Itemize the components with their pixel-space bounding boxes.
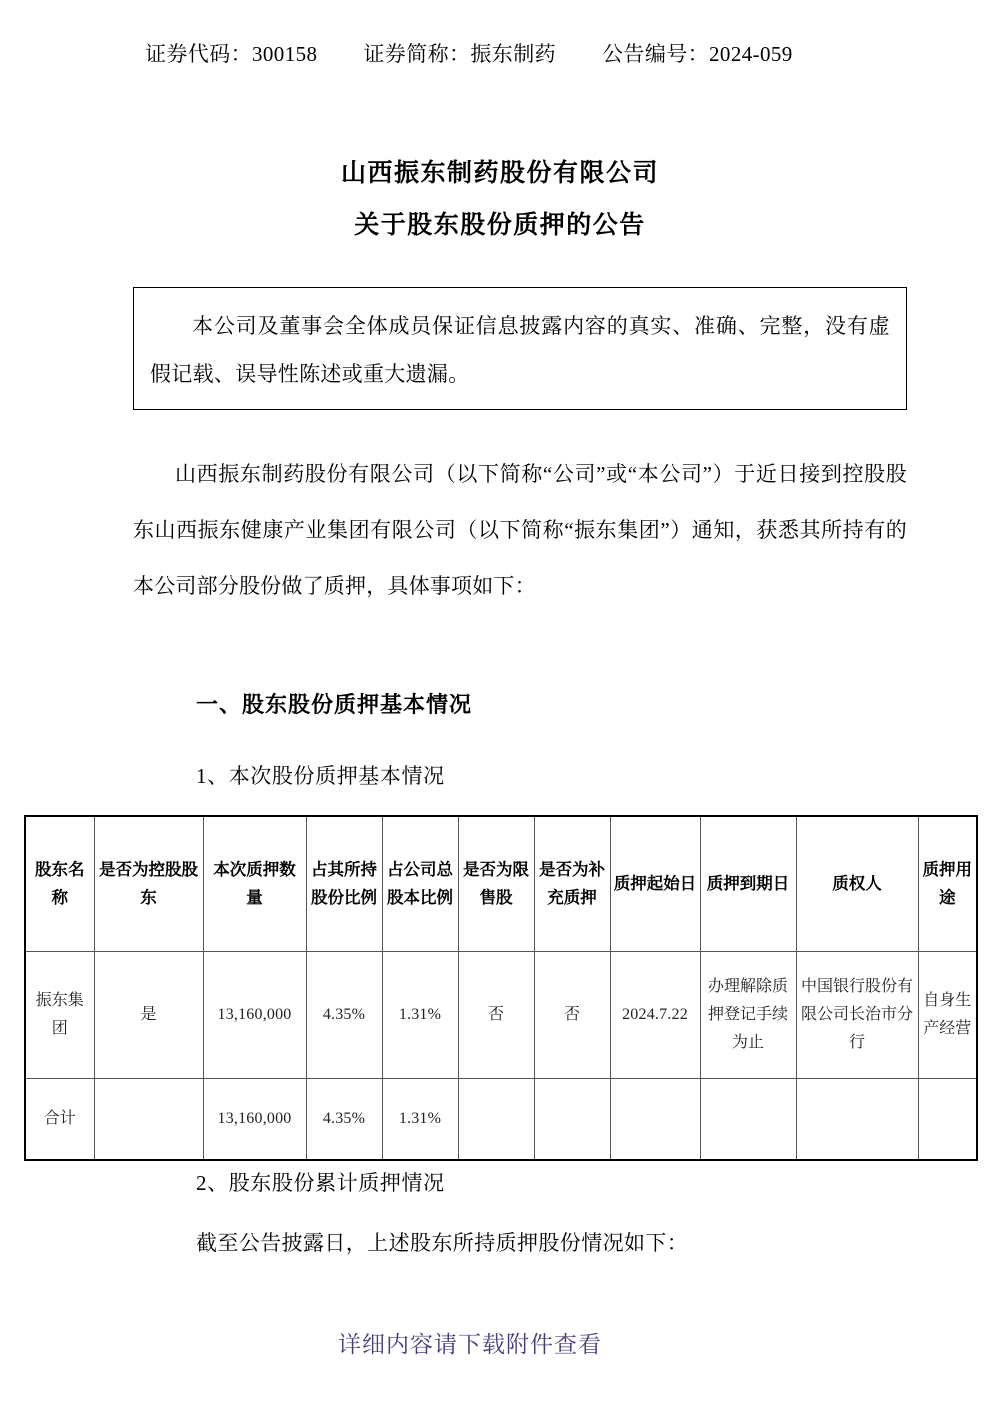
pledge-table <box>24 815 978 1161</box>
security-code: 证券代码：300158 <box>145 42 318 66</box>
cell-pct-of-total: 1.31% <box>382 952 458 1079</box>
cell-is-supplementary <box>534 1079 610 1161</box>
cell-pledged-amount: 13,160,000 <box>203 1079 306 1161</box>
table-row <box>25 952 977 1079</box>
document-header <box>145 38 885 68</box>
cell-is-controlling <box>94 1079 203 1161</box>
col-header-is-controlling: 是否为控股股东 <box>94 816 203 952</box>
col-header-start-date: 质押起始日 <box>610 816 700 952</box>
section-heading-1: 一、股东股份质押基本情况 <box>196 692 473 717</box>
col-header-shareholder: 股东名称 <box>25 816 94 952</box>
cell-purpose: 自身生产经营 <box>918 952 977 1079</box>
cell-pledgee <box>796 1079 918 1161</box>
cell-start-date <box>610 1079 700 1161</box>
col-header-pledgee: 质权人 <box>796 816 918 952</box>
page-title <box>0 148 1000 252</box>
cell-pct-of-total: 1.31% <box>382 1079 458 1161</box>
col-header-is-restricted: 是否为限售股 <box>458 816 534 952</box>
cell-purpose <box>918 1079 977 1161</box>
col-header-end-date: 质押到期日 <box>700 816 796 952</box>
section-heading-1-2: 2、股东股份累计质押情况 <box>196 1171 445 1195</box>
cell-pct-of-holding: 4.35% <box>306 1079 382 1161</box>
security-short-name: 证券简称：振东制药 <box>363 42 557 66</box>
cell-is-supplementary: 否 <box>534 952 610 1079</box>
cell-end-date: 办理解除质押登记手续为止 <box>700 952 796 1079</box>
disclaimer-text: 本公司及董事会全体成员保证信息披露内容的真实、准确、完整，没有虚假记载、误导性陈述或重大遗漏。 <box>150 314 890 386</box>
body-paragraph: 山西振东制药股份有限公司（以下简称“公司”或“本公司”）于近日接到控股股东山西振东健康产业集团有限公司（以下简称“振东集团”）通知，获悉其所持有的本公司部分股份做了质押，具体事项如下： <box>133 462 907 598</box>
cell-pct-of-holding: 4.35% <box>306 952 382 1079</box>
title-line-subject: 关于股东股份质押的公告 <box>354 212 646 239</box>
cell-is-restricted <box>458 1079 534 1161</box>
col-header-pledged-amount: 本次质押数量 <box>203 816 306 952</box>
cell-pledged-amount: 13,160,000 <box>203 952 306 1079</box>
table-header-row <box>25 816 977 952</box>
col-header-purpose: 质押用途 <box>918 816 977 952</box>
cell-is-controlling: 是 <box>94 952 203 1079</box>
section-heading-1-1: 1、本次股份质押基本情况 <box>196 764 445 788</box>
cell-shareholder: 振东集团 <box>25 952 94 1079</box>
title-line-company: 山西振东制药股份有限公司 <box>340 160 659 187</box>
attachment-note: 详细内容请下载附件查看 <box>338 1332 602 1358</box>
col-header-pct-of-total: 占公司总股本比例 <box>382 816 458 952</box>
table-row <box>25 1079 977 1161</box>
pledge-table-container <box>24 815 976 1161</box>
col-header-pct-of-holding: 占其所持股份比例 <box>306 816 382 952</box>
cell-pledgee: 中国银行股份有限公司长治市分行 <box>796 952 918 1079</box>
note-after-table: 截至公告披露日，上述股东所持质押股份情况如下： <box>196 1231 689 1255</box>
col-header-is-supplementary: 是否为补充质押 <box>534 816 610 952</box>
cell-end-date <box>700 1079 796 1161</box>
announcement-number: 公告编号：2024-059 <box>602 42 793 66</box>
cell-start-date: 2024.7.22 <box>610 952 700 1079</box>
disclaimer-box <box>133 287 907 410</box>
cell-shareholder: 合计 <box>25 1079 94 1161</box>
cell-is-restricted: 否 <box>458 952 534 1079</box>
